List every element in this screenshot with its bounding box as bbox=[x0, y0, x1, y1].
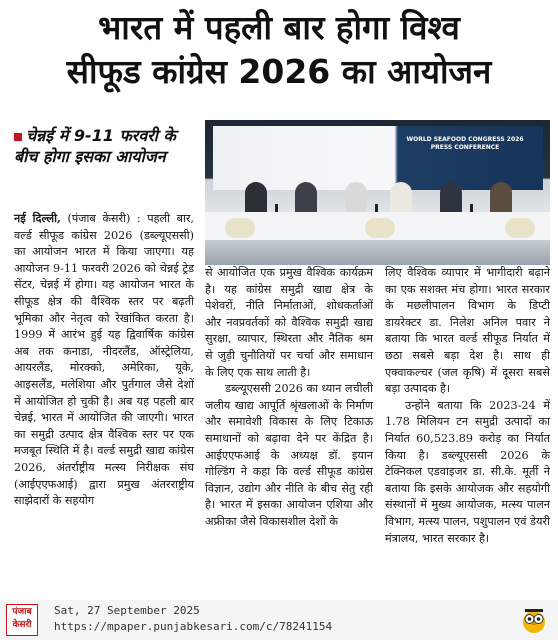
press-conference-photo bbox=[205, 120, 550, 265]
article-column-2 bbox=[205, 265, 373, 531]
article-column-3 bbox=[385, 265, 550, 547]
article-paragraph: से आयोजित एक प्रमुख वैश्विक कार्यक्रम है। यह कांग्रेस समुद्री खाद्य क्षेत्र के पेशेवरों, नीति निर्माताओं, शोधकर्ताओं और नवप्रवर्तकों को वैश्विक समुद्री खाद्य सुरक्षा, व्यापार, स्थिरता और नैतिक श्रम से जुड़ी चुनौतियों पर चर्चा और समाधान के लिए एक साथ लाती है। bbox=[205, 266, 373, 379]
square-bullet-icon bbox=[14, 133, 22, 141]
photo-flowers bbox=[225, 218, 255, 238]
headline bbox=[0, 6, 558, 94]
article-paragraph: लिए वैश्विक व्यापार में भागीदारी बढ़ाने का एक सशक्त मंच होगा। भारत सरकार के मछलीपालन विभाग के डिप्टी डायरेक्टर डा. निलेश अनिल पवार ने बताया कि भारत वर्ल्ड सीफूड निर्यात में छठा सबसे बड़ा देश है। साथ ही एक्वाकल्चर (जल कृषि) में दूसरा सबसे बड़ा उत्पादक है। bbox=[385, 266, 550, 396]
logo-text: पंजाब केसरी bbox=[12, 607, 32, 630]
photo-person bbox=[390, 182, 412, 216]
photo-person bbox=[490, 182, 512, 216]
photo-flowers bbox=[365, 218, 395, 238]
photo-person bbox=[245, 182, 267, 216]
photo-person bbox=[345, 182, 367, 216]
subheadline bbox=[14, 125, 194, 167]
article-paragraph: डब्ल्यूएससी 2026 का ध्यान लचीली जलीय खाद्य आपूर्ति श्रृंखलाओं के निर्माण और समावेशी विकास के लिए टिकाऊ समाधानों को बढ़ावा देने पर केंद्रित है। आईएएफआई के अध्यक्ष डॉ. इयान गोल्डिंग ने कहा कि वर्ल्ड सीफूड कांग्रेस विज्ञान, उद्योग और नीति के बीच सेतु रही है। भारत में इसका आयोजन एशिया और अफ्रीका जैसे विकासशील देशों के bbox=[205, 382, 373, 528]
headline-line-1: भारत में पहली बार होगा विश्व bbox=[98, 8, 460, 47]
photo-backdrop-text: WORLD SEAFOOD CONGRESS 2026 PRESS CONFERENCE bbox=[406, 136, 524, 151]
headline-line-2: सीफूड कांग्रेस 2026 का आयोजन bbox=[66, 52, 492, 91]
article-column-1-text: (पंजाब केसरी) : पहली बार, वर्ल्ड सीफूड कांग्रेस 2026 (डब्ल्यूएससी) का आयोजन भारत में किया जाएगा। यह आयोजन 9-11 फरवरी 2026 को चेन्नई ट्रेड सेंटर, चेन्नई में होगा। यह आयोजन भारत के सीफूड क्षेत्र की वैश्विक स्तर पर बढ़ती भूमिका और नेतृत्व को रेखांकित करता है। 1999 में आरंभ हुई यह द्विवार्षिक कांग्रेस अब तक कनाडा, नीदरलैंड, ऑस्ट्रेलिया, आयरलैंड, मोरक्को, अमेरिका, यूके, आइसलैंड, मलेशिया और पुर्तगाल जैसे देशों में आयोजित हो चुकी है। अब यह पहली बार चेन्नई, भारत में आयोजित की जाएगी। भारत का समुद्री उत्पाद क्षेत्र वैश्विक स्तर पर एक मजबूत स्थिति में है। वर्ल्ड समुद्री खाद्य कांग्रेस 2026, अंतर्राष्ट्रीय मत्स्य निरीक्षक संघ (आईएएफआई) द्वारा प्रमुख अंतरराष्ट्रीय साझेदारों के सहयोग bbox=[14, 212, 194, 508]
article-paragraph: उन्होंने बताया कि 2023-24 में 1.78 मिलियन टन समुद्री उत्पादों का निर्यात 60,523.89 करोड़ का निर्यात किया है। डब्ल्यूएससी 2026 के टेक्निकल एडवाइजर डा. सी.के. मूर्ती ने बताया कि इसके आयोजक और सहयोगी संस्थानों में मुख्य आयोजक, मत्स्य पालन विभाग, मत्स्य पालन, पशुपालन एवं डेयरी मंत्रालय, भारत सरकार है। bbox=[385, 398, 550, 545]
article-column-1 bbox=[14, 210, 194, 510]
punjab-kesari-logo bbox=[6, 604, 38, 636]
article-dateline: नई दिल्ली, bbox=[14, 211, 61, 225]
photo-person bbox=[295, 182, 317, 216]
photo-person bbox=[440, 182, 462, 216]
subheadline-text: चेन्नई में 9-11 फरवरी के बीच होगा इसका आयोजन bbox=[14, 126, 176, 166]
owl-mascot-icon bbox=[520, 606, 548, 634]
footer-url[interactable]: https://mpaper.punjabkesari.com/c/78241154 bbox=[54, 620, 333, 633]
photo-flowers bbox=[505, 218, 535, 238]
footer-date: Sat, 27 September 2025 bbox=[54, 604, 200, 617]
